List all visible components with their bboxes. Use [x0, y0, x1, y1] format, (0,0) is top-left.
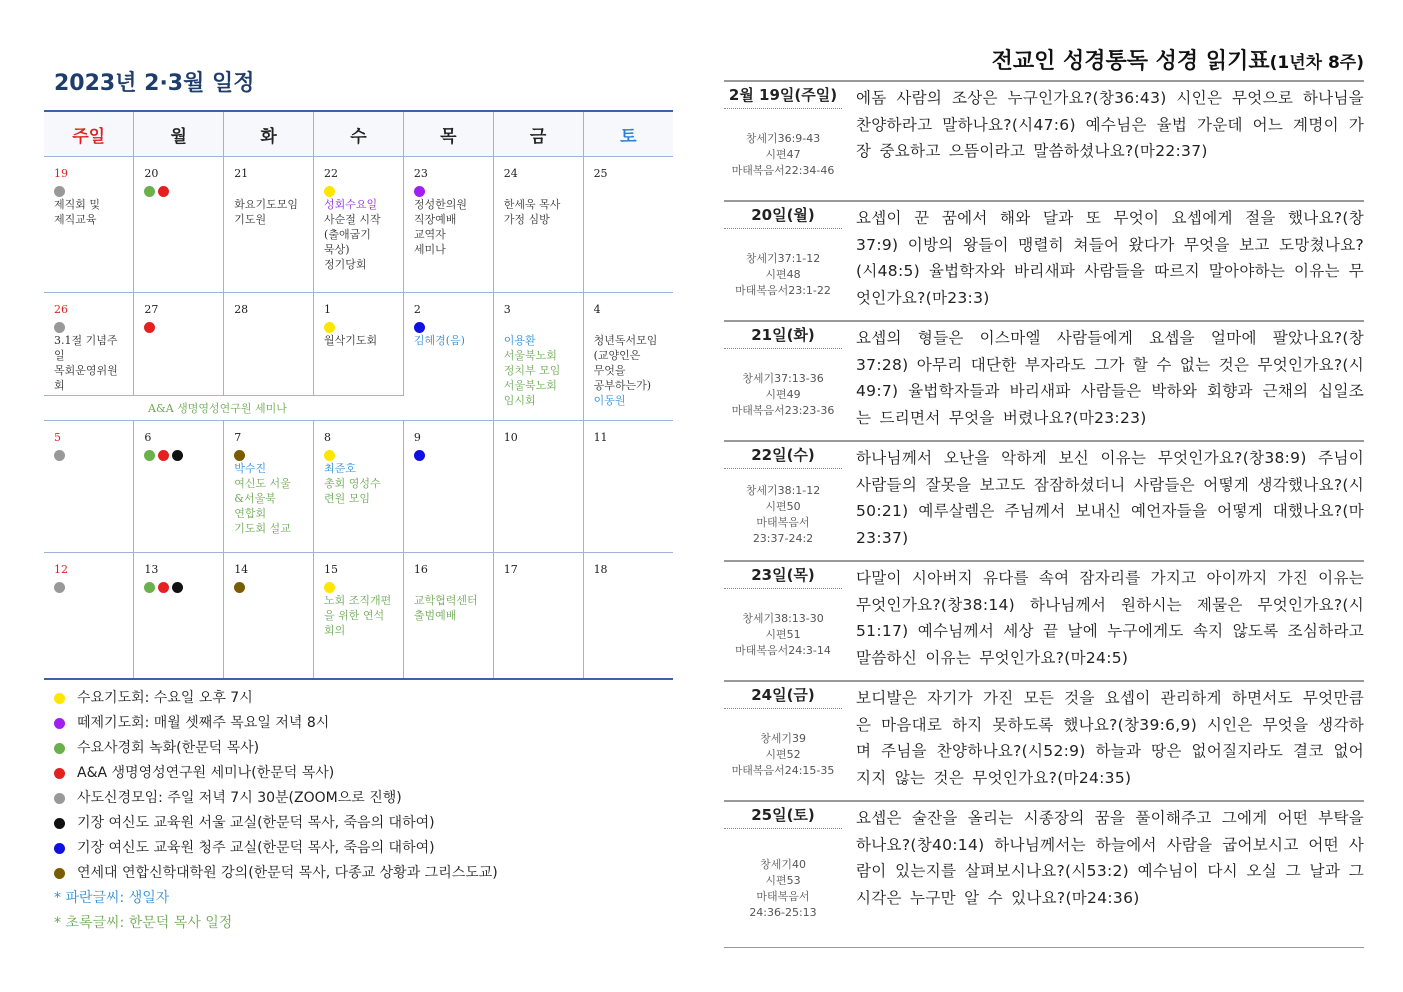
reading-ref: 시편48: [765, 268, 801, 281]
event-dot-icon: [172, 582, 183, 593]
event-dots: [504, 319, 577, 333]
reading-refs: [724, 829, 842, 944]
reading-ref: 창세기36:9-43: [745, 132, 821, 145]
calendar-title: 2023년 2·3월 일정: [54, 71, 255, 96]
event-dot-icon: [414, 450, 425, 461]
legend-dot-icon: [54, 693, 65, 704]
event-text: 화요기도모임: [234, 198, 298, 211]
legend-text: 연세대 연합신학대학원 강의(한문덕 목사, 다종교 상황과 그리스도교): [77, 865, 498, 881]
calendar-day-cell: [314, 157, 404, 293]
event-text: 정성한의원: [413, 198, 468, 211]
event-text: 이동원: [593, 394, 626, 407]
event-dot-icon: [324, 450, 335, 461]
event-dot-icon: [324, 322, 335, 333]
event-dots: [144, 579, 217, 593]
event-dots: [414, 579, 487, 593]
seminar-banner: A&A 생명영성연구원 세미나: [148, 401, 287, 415]
event-dot-icon: [158, 582, 169, 593]
reading-question: 하나님께서 오난을 악하게 보신 이유는 무엇인가요?(창38:9) 주님이 사람들의 잘못을 보고도 잠잠하셨더니 사람들은 어떻게 생각했나요?(시50:21) 예루살렘은 주님께서 보내신 예언자들을 어떻게 대했나요?(마23:37): [856, 449, 1364, 547]
reading-plan-title: [724, 44, 1364, 80]
reading-ref: 23:37-24:2: [752, 532, 814, 545]
event-dots: [234, 319, 307, 333]
reading-ref: 시편50: [765, 500, 801, 513]
event-dot-icon: [234, 450, 245, 461]
weekday-header: 목: [403, 112, 493, 157]
reading-refs: [724, 589, 842, 677]
calendar-day-cell: [134, 293, 224, 396]
reading-date: 23일(목): [724, 562, 842, 589]
reading-question: 요셉은 술잔을 올리는 시종장의 꿈을 풀이해주고 그에게 어떤 부탁을 하나요?(창40:14) 하나님께서는 하늘에서 사람을 굽어보시고 어떤 사람이 있는지를 살펴보시나요?(시53:2) 예수님이 다시 오실 그 날과 그 시각은 누구만 알 수 있나요?(마24:36): [856, 809, 1364, 907]
day-number: 28: [234, 303, 249, 316]
event-text: 임시회: [503, 394, 536, 407]
event-dots: [54, 579, 127, 593]
event-dots: [144, 183, 217, 197]
event-text: 교역자: [413, 228, 446, 241]
calendar-day-cell: [44, 293, 134, 396]
event-text: 묵상): [324, 243, 350, 256]
calendar-day-cell: [224, 421, 314, 553]
day-number: 24: [503, 167, 518, 180]
event-text: (교양인은: [593, 349, 641, 362]
event-dot-icon: [144, 450, 155, 461]
reading-entry-left: [724, 562, 842, 680]
reading-entry-left: [724, 322, 842, 440]
event-dot-icon: [324, 186, 335, 197]
event-dot-icon: [54, 450, 65, 461]
reading-ref: 시편47: [765, 148, 801, 161]
event-text: 련원 모임: [324, 492, 371, 505]
reading-ref: 창세기37:1-12: [745, 252, 821, 265]
reading-entry-left: [724, 682, 842, 800]
event-dot-icon: [144, 322, 155, 333]
event-dots: [54, 183, 127, 197]
reading-refs: [724, 229, 842, 317]
note-blue-birthday: * 파란글씨: 생일자: [54, 890, 170, 906]
weekday-header: 수: [314, 112, 404, 157]
event-text: 기도회 설교: [234, 522, 291, 535]
legend-item: [44, 836, 673, 861]
event-dots: [144, 319, 217, 333]
legend-text: A&A 생명영성연구원 세미나(한문덕 목사): [77, 765, 335, 781]
event-text: 한세욱 목사: [503, 198, 561, 211]
event-dot-icon: [414, 322, 425, 333]
event-dots: [414, 319, 487, 333]
calendar-day-cell: [224, 553, 314, 680]
event-text: 서울북노회: [503, 379, 557, 392]
calendar-table: [44, 112, 673, 680]
day-number: 14: [234, 563, 249, 576]
calendar-day-cell: [314, 293, 404, 396]
legend-text: 떼제기도회: 매월 셋째주 목요일 저녁 8시: [77, 715, 330, 731]
day-number: 20: [144, 167, 159, 180]
event-dots: [594, 319, 667, 333]
calendar-week-row: [44, 421, 673, 553]
legend-text: 기장 여신도 교육원 서울 교실(한문덕 목사, 죽음의 대하여): [77, 815, 435, 831]
event-text: 최준호: [324, 462, 356, 475]
day-number: 2: [413, 303, 421, 316]
reading-ref: 마태복음서24:3-14: [735, 644, 831, 657]
event-text: 사순절 시작: [324, 213, 381, 226]
legend-item: [44, 736, 673, 761]
event-dot-icon: [414, 186, 425, 197]
reading-ref: 창세기39: [760, 732, 806, 745]
reading-date: 24일(금): [724, 682, 842, 709]
day-number: 21: [234, 167, 249, 180]
event-text: 연합회: [234, 507, 267, 520]
event-text: 제직회 및: [54, 198, 101, 211]
day-number: 12: [54, 563, 68, 576]
reading-entry: [724, 200, 1364, 320]
weekday-header: 금: [493, 112, 583, 157]
calendar-day-cell: [583, 293, 673, 421]
event-dots: [504, 579, 577, 593]
calendar-day-cell: [403, 293, 493, 421]
reading-question: 보디발은 자기가 가진 모든 것을 요셉이 관리하게 하면서도 무엇만큼은 마음대로 하지 못하도록 했나요?(창39:6,9) 시인은 무엇을 생각하며 주님을 찬양하나요?(시52:9) 하늘과 땅은 없어질지라도 결코 없어지지 않는 것은 무엇인가요?(마24:35): [856, 689, 1364, 787]
day-number: 9: [413, 431, 421, 444]
legend-dot-icon: [54, 768, 65, 779]
event-dot-icon: [234, 582, 245, 593]
reading-question: 에돔 사람의 조상은 누구인가요?(창36:43) 시인은 무엇으로 하나님을 찬양하라고 말하나요?(시47:6) 예수님은 율법 가운데 어느 계명이 가장 중요하고 으뜸이라고 말씀하셨나요?(마22:37): [856, 89, 1364, 160]
event-dots: [594, 579, 667, 593]
event-dot-icon: [144, 186, 155, 197]
reading-plan-section: [724, 44, 1364, 948]
reading-entry-left: [724, 802, 842, 947]
reading-refs: [724, 469, 842, 557]
reading-question: 다말이 시아버지 유다를 속여 잠자리를 가지고 아이까지 가진 이유는 무엇인가요?(창38:14) 하나님께서 원하시는 제물은 무엇인가요?(시51:17) 예수님께서 세상 끝 날에 누구에게도 속지 않도록 조심하라고 말씀하신 이유는 무엇인가요?(마24:5): [856, 569, 1364, 667]
day-number: 7: [234, 431, 242, 444]
event-text: 여신도 서울: [234, 477, 291, 490]
event-dots: [504, 447, 577, 461]
day-number: 19: [54, 167, 68, 180]
event-text: 총회 영성수: [324, 477, 381, 490]
event-dots: [414, 447, 487, 461]
day-number: 16: [413, 563, 428, 576]
reading-entry: [724, 680, 1364, 800]
event-text: 교학협력센터: [413, 594, 478, 607]
calendar-day-cell: [314, 553, 404, 680]
calendar-week-row: [44, 157, 673, 293]
reading-ref: 마태복음서23:1-22: [735, 284, 831, 297]
reading-ref: 시편52: [765, 748, 801, 761]
day-number: 10: [503, 431, 518, 444]
event-dots: [54, 319, 127, 333]
calendar-day-cell: [493, 293, 583, 421]
reading-ref: 마태복음서: [756, 889, 810, 903]
legend-text: 수요사경회 녹화(한문덕 목사): [77, 740, 260, 756]
reading-ref: 창세기38:1-12: [745, 484, 821, 497]
reading-ref: 시편49: [765, 388, 801, 401]
legend-dot-icon: [54, 743, 65, 754]
weekday-header-row: [44, 112, 673, 157]
legend-item: [44, 861, 673, 886]
event-text: 세미나: [413, 243, 446, 256]
reading-entry: [724, 800, 1364, 948]
event-text: 정치부 모임: [503, 364, 561, 377]
calendar-day-cell: [583, 157, 673, 293]
legend-item: [44, 711, 673, 736]
day-number: 6: [144, 431, 152, 444]
event-dots: [414, 183, 487, 197]
reading-refs: [724, 109, 842, 197]
day-number: 26: [54, 303, 68, 316]
day-number: 15: [324, 563, 339, 576]
event-dot-icon: [144, 582, 155, 593]
reading-date: 21일(화): [724, 322, 842, 349]
calendar-day-cell: [493, 157, 583, 293]
day-number: 4: [593, 303, 601, 316]
reading-ref: 마태복음서24:15-35: [731, 764, 835, 777]
reading-ref: 창세기37:13-36: [742, 372, 824, 385]
event-dots: [54, 447, 127, 461]
legend-dot-icon: [54, 718, 65, 729]
weekday-header: 화: [224, 112, 314, 157]
event-dot-icon: [54, 186, 65, 197]
calendar-day-cell: [403, 421, 493, 553]
event-text: &서울북: [234, 492, 276, 505]
reading-entry: [724, 320, 1364, 440]
event-dot-icon: [54, 582, 65, 593]
reading-entry: [724, 440, 1364, 560]
event-text: 공부하는가): [593, 379, 651, 392]
calendar-day-cell: [134, 421, 224, 553]
reading-refs: [724, 349, 842, 437]
event-text: 청년독서모임: [593, 334, 658, 347]
event-text: 서울북노회: [503, 349, 557, 362]
event-text: 출범예배: [413, 609, 457, 622]
event-dot-icon: [158, 450, 169, 461]
reading-ref: 창세기40: [760, 857, 806, 871]
event-text: 3.1절 기념주일: [54, 334, 118, 362]
reading-ref: 24:36-25:13: [749, 905, 817, 919]
day-number: 13: [144, 563, 159, 576]
weekday-header: 주일: [44, 112, 134, 157]
day-number: 23: [413, 167, 428, 180]
day-number: 25: [593, 167, 608, 180]
legend-item: [44, 761, 673, 786]
event-text: 노회 조직개편: [324, 594, 392, 607]
note-green-pastor-schedule: * 초록글씨: 한문덕 목사 일정: [54, 915, 233, 931]
calendar-day-cell: [493, 421, 583, 553]
event-dots: [504, 183, 577, 197]
legend-text: 사도신경모임: 주일 저녁 7시 30분(ZOOM으로 진행): [77, 790, 402, 806]
reading-question: 요셉의 형들은 이스마엘 사람들에게 요셉을 얼마에 팔았나요?(창37:28) 아무리 대단한 부자라도 그가 할 수 없는 것은 무엇인가요?(시49:7) 율법학자들과 바리새파 사람들은 박하와 회향과 근채의 십일조는 드리면서 무엇을 버렸나요?(마23:23): [856, 329, 1364, 427]
event-text: 이용환: [503, 334, 536, 347]
calendar-day-cell: [583, 553, 673, 680]
day-number: 8: [324, 431, 332, 444]
event-text: 회의: [324, 624, 346, 637]
reading-ref: 마태복음서: [756, 516, 810, 529]
calendar-day-cell: [583, 421, 673, 553]
legend-item: [44, 786, 673, 811]
event-dots: [144, 447, 217, 461]
calendar-day-cell: [403, 553, 493, 680]
reading-ref: 시편53: [765, 873, 801, 887]
reading-entry-left: [724, 202, 842, 320]
event-dot-icon: [158, 186, 169, 197]
event-text: 을 위한 연석: [324, 609, 385, 622]
event-dots: [324, 183, 397, 197]
calendar-day-cell: [44, 421, 134, 553]
event-text: 박수진: [234, 462, 267, 475]
legend-item: [44, 811, 673, 836]
day-number: 22: [324, 167, 339, 180]
day-number: 18: [593, 563, 608, 576]
calendar-day-cell: [224, 293, 314, 396]
event-text: 제직교육: [54, 213, 97, 226]
reading-question: 요셉이 꾼 꿈에서 해와 달과 또 무엇이 요셉에게 절을 했나요?(창37:9) 이방의 왕들이 맹렬히 쳐들어 왔다가 무엇을 보고 도망쳤나요?(시48:5) 율법학자와 바리새파 사람들을 따르지 말아야하는 이유는 무엇인가요?(마23:3): [856, 209, 1364, 307]
weekday-header: 토: [583, 112, 673, 157]
reading-ref: 마태복음서22:34-46: [731, 164, 835, 177]
reading-date: 2월 19일(주일): [724, 82, 842, 109]
event-text: 무엇을: [593, 364, 626, 377]
legend-dot-icon: [54, 818, 65, 829]
calendar-week-row: [44, 553, 673, 680]
day-number: 11: [593, 431, 608, 444]
calendar-day-cell: [403, 157, 493, 293]
legend-dot-icon: [54, 843, 65, 854]
calendar-day-cell: [224, 157, 314, 293]
day-number: 1: [324, 303, 332, 316]
calendar-day-cell: [134, 157, 224, 293]
event-dots: [594, 183, 667, 197]
calendar-body: [44, 157, 673, 680]
calendar-day-cell: [493, 553, 583, 680]
calendar-day-cell: [314, 421, 404, 553]
legend-item: [44, 686, 673, 711]
event-dots: [324, 319, 397, 333]
calendar-day-cell: [134, 553, 224, 680]
day-number: 3: [503, 303, 511, 316]
event-dots: [594, 447, 667, 461]
calendar-day-cell: [44, 553, 134, 680]
event-dot-icon: [324, 582, 335, 593]
event-text: 김혜경(음): [413, 334, 465, 347]
reading-refs: [724, 709, 842, 797]
reading-plan-title-text: 전교인 성경통독 성경 읽기표: [991, 49, 1270, 74]
day-number: 17: [503, 563, 518, 576]
event-text: 기도원: [234, 213, 267, 226]
reading-entry: [724, 80, 1364, 200]
event-text: (출애굽기: [324, 228, 371, 241]
event-text: 목회운영위원회: [54, 364, 118, 392]
legend-dot-icon: [54, 868, 65, 879]
event-dot-icon: [54, 322, 65, 333]
reading-entry-left: [724, 82, 842, 200]
event-dots: [234, 579, 307, 593]
reading-entry-left: [724, 442, 842, 560]
event-dot-icon: [172, 450, 183, 461]
event-dots: [324, 447, 397, 461]
event-text: 성회수요일: [324, 198, 378, 211]
reading-date: 22일(수): [724, 442, 842, 469]
event-dots: [234, 183, 307, 197]
reading-ref: 마태복음서23:23-36: [731, 404, 835, 417]
reading-plan-subtitle: (1년차 8주): [1269, 53, 1364, 73]
day-number: 27: [144, 303, 159, 316]
event-text: 직장예배: [413, 213, 457, 226]
legend-dot-icon: [54, 793, 65, 804]
reading-plan-entries: [724, 80, 1364, 948]
reading-date: 20일(월): [724, 202, 842, 229]
calendar-day-cell: [44, 157, 134, 293]
calendar-banner-cell: [44, 396, 403, 421]
weekday-header: 월: [134, 112, 224, 157]
legend-text: 수요기도회: 수요일 오후 7시: [77, 690, 253, 706]
legend: [44, 686, 673, 886]
reading-ref: 시편51: [765, 628, 801, 641]
event-dots: [324, 579, 397, 593]
legend-text: 기장 여신도 교육원 청주 교실(한문덕 목사, 죽음의 대하여): [77, 840, 435, 856]
reading-date: 25일(토): [724, 802, 842, 829]
day-number: 5: [54, 431, 61, 444]
reading-entry: [724, 560, 1364, 680]
event-text: 가정 심방: [503, 213, 550, 226]
reading-ref: 창세기38:13-30: [742, 612, 824, 625]
event-text: 월삭기도회: [324, 334, 378, 347]
calendar-week-row: [44, 293, 673, 396]
calendar-section: [44, 60, 673, 936]
event-text: 정기당회: [324, 258, 367, 271]
event-dots: [234, 447, 307, 461]
